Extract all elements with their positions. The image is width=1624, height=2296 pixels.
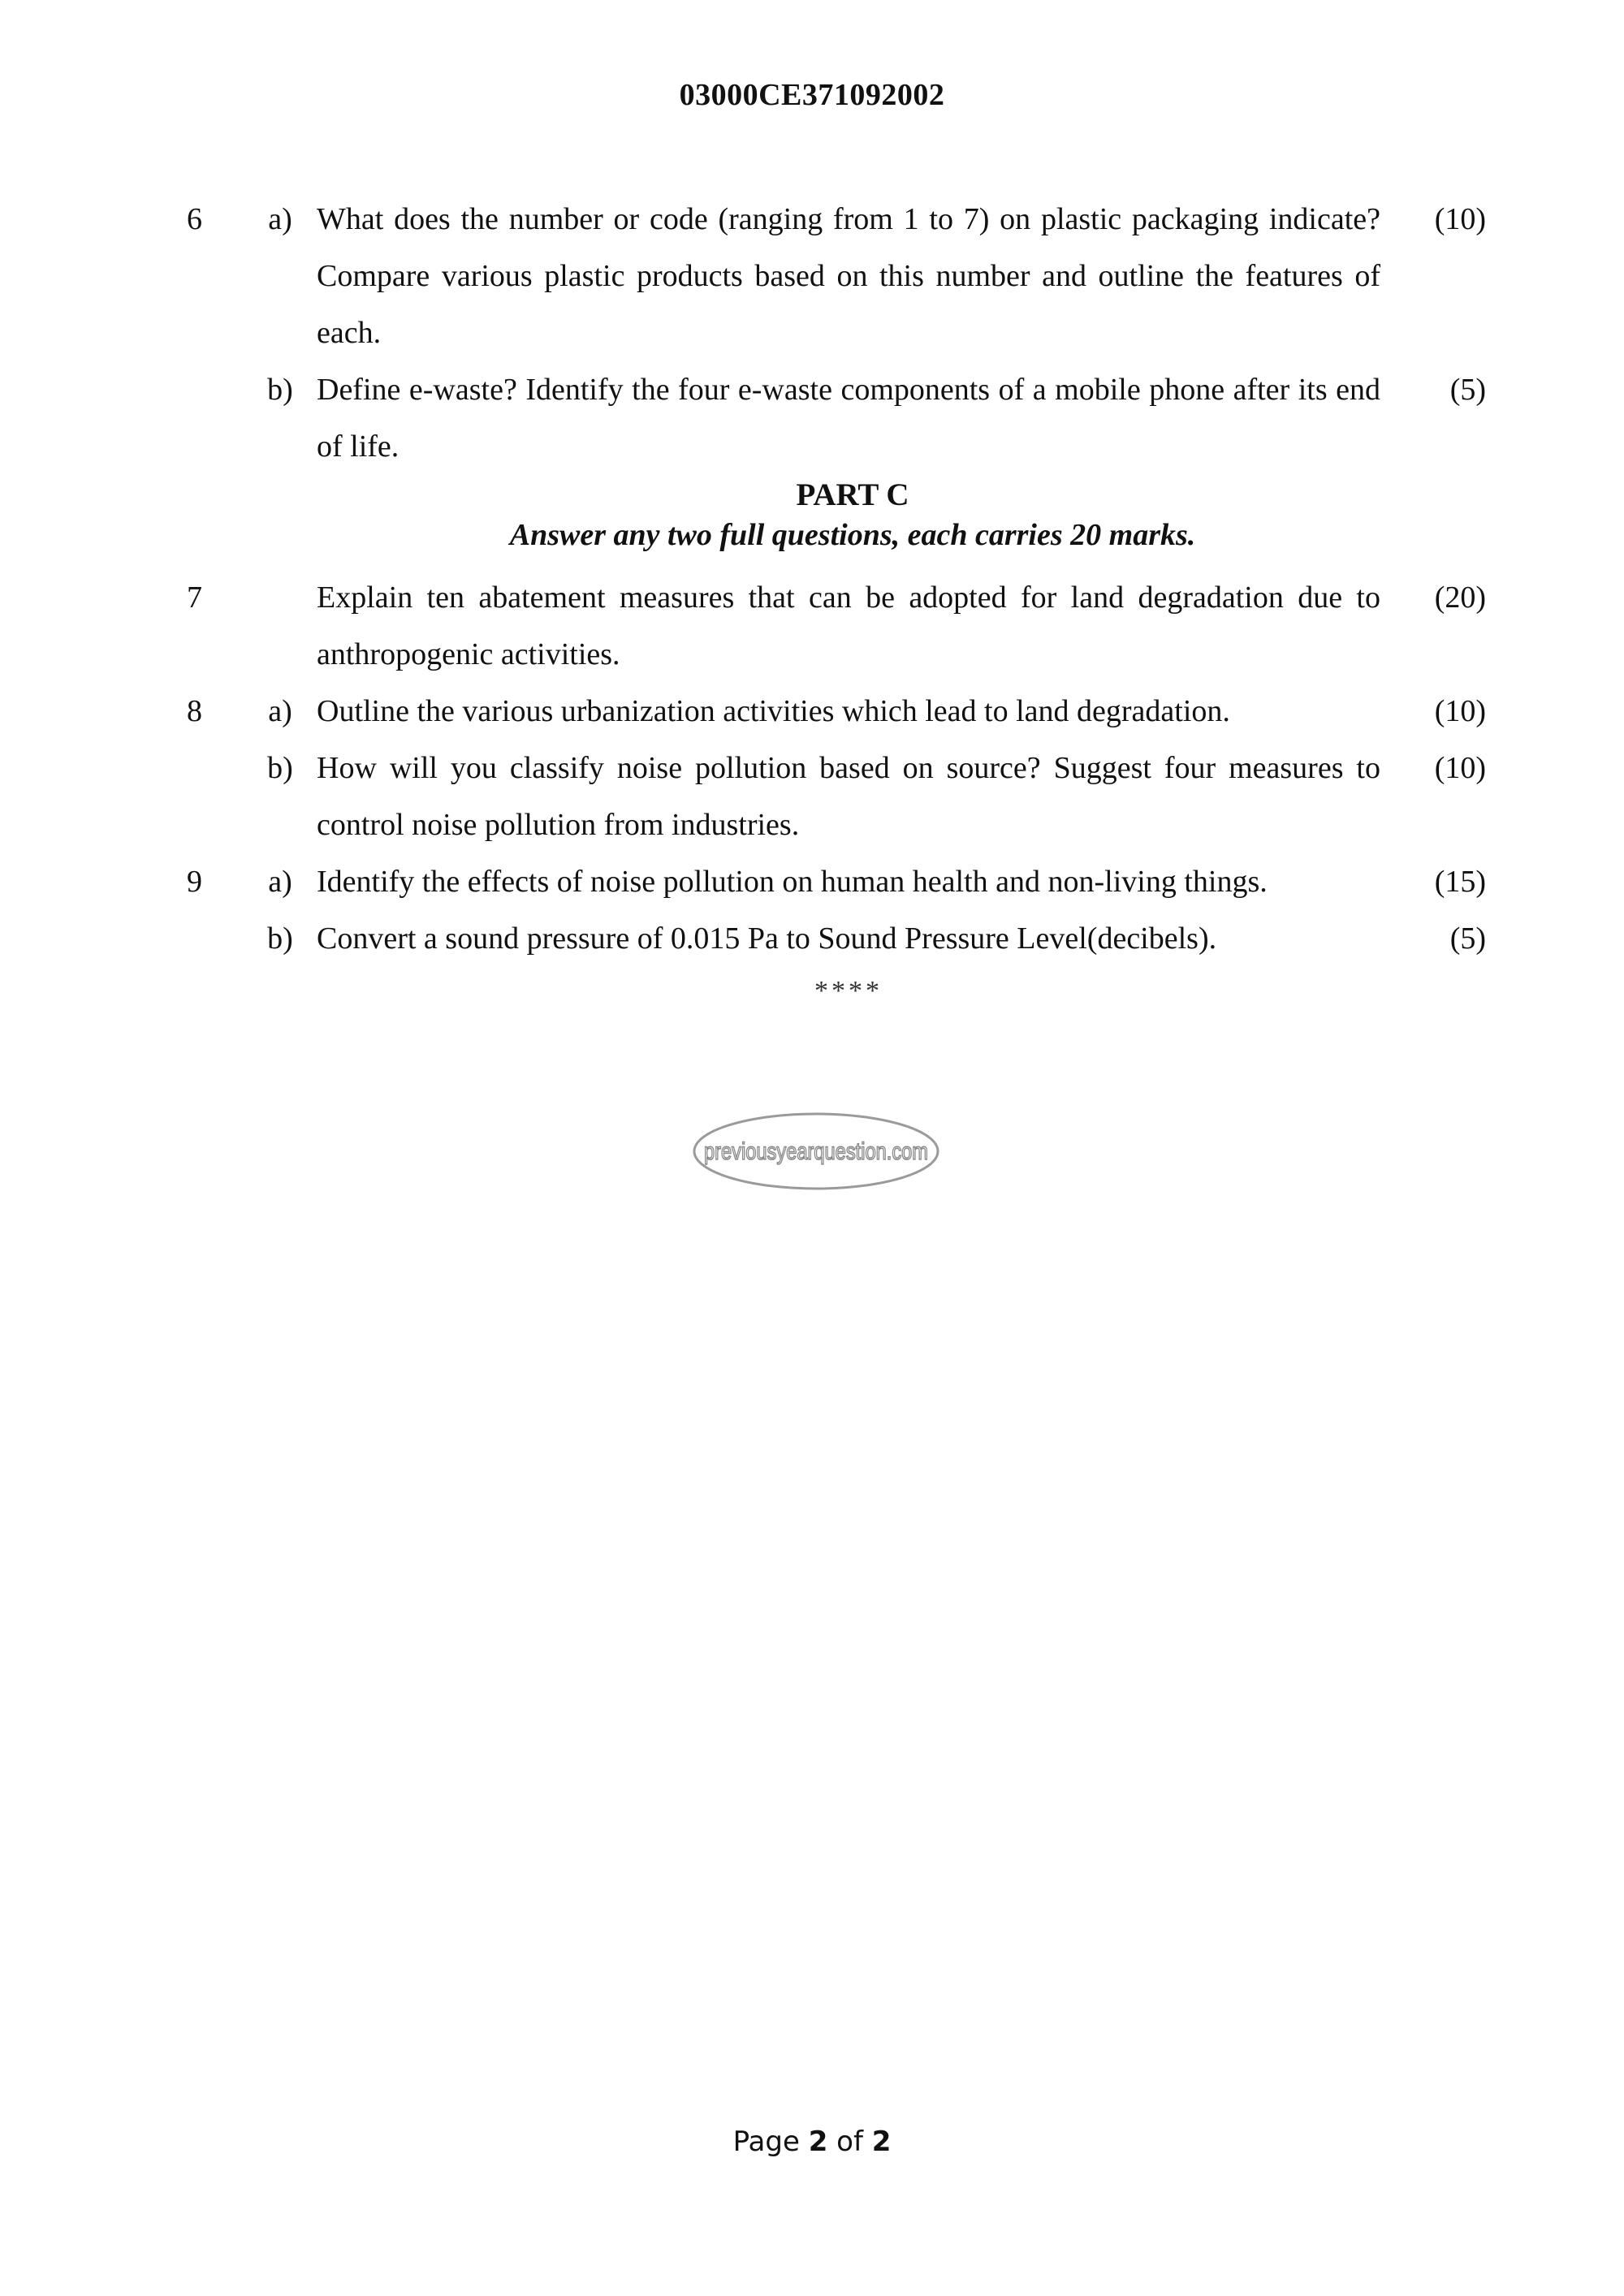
page-footer <box>0 2126 1624 2158</box>
question-row <box>187 569 1486 683</box>
question-marks: (20) <box>1434 580 1486 615</box>
question-row <box>187 740 1486 853</box>
sub-question-label: a) <box>268 865 292 899</box>
question-marks: (5) <box>1449 921 1486 956</box>
sub-question-label: b) <box>267 373 293 407</box>
part-c-heading <box>325 475 1380 555</box>
question-text: Convert a sound pressure of 0.015 Pa to Sound Pressure Level(decibels). <box>317 921 1217 956</box>
question-text: Identify the effects of noise pollution on human health and non-living things. <box>317 865 1268 899</box>
sub-question-label: b) <box>267 751 293 785</box>
question-marks: (15) <box>1434 865 1486 899</box>
question-number: 6 <box>187 202 202 236</box>
question-text: Outline the various urbanization activities which lead to land degradation. <box>317 694 1230 728</box>
footer-current-page: 2 <box>808 2126 828 2158</box>
question-text: What does the number or code (ranging from 1 to 7) on plastic packaging indicate? Compare various plastic products based on this number and outline the features of each. <box>317 202 1380 350</box>
question-marks: (10) <box>1434 751 1486 785</box>
question-marks: (10) <box>1434 202 1486 236</box>
sub-question-label: a) <box>268 202 292 236</box>
sub-question-label: a) <box>268 694 292 728</box>
svg-text:previousyearquestion.com: previousyearquestion.com <box>704 1138 928 1165</box>
sub-question-label: b) <box>267 921 293 956</box>
footer-of: of <box>836 2126 863 2158</box>
part-title: PART C <box>796 477 909 512</box>
question-number: 9 <box>187 865 202 899</box>
question-row <box>187 361 1486 475</box>
part-instruction: Answer any two full questions, each carries 20 marks. <box>509 518 1196 552</box>
question-number: 8 <box>187 694 202 728</box>
question-text: Explain ten abatement measures that can be adopted for land degradation due to anthropogenic activities. <box>317 580 1380 671</box>
question-row <box>187 191 1486 361</box>
end-of-paper-mark: **** <box>814 976 883 1006</box>
question-marks: (10) <box>1434 694 1486 728</box>
question-marks: (5) <box>1449 373 1486 407</box>
question-number: 7 <box>187 580 202 615</box>
watermark-logo <box>692 1111 940 1192</box>
paper-code: 03000CE371092002 <box>679 78 945 112</box>
question-row <box>187 683 1486 740</box>
question-text: Define e-waste? Identify the four e-waste components of a mobile phone after its end of life. <box>317 373 1380 464</box>
question-table <box>187 191 1486 1016</box>
footer-total-pages: 2 <box>871 2126 892 2158</box>
question-text: How will you classify noise pollution based on source? Suggest four measures to control noise pollution from industries. <box>317 751 1380 842</box>
question-row <box>187 910 1486 967</box>
footer-prefix: Page <box>732 2126 800 2158</box>
question-row <box>187 853 1486 910</box>
